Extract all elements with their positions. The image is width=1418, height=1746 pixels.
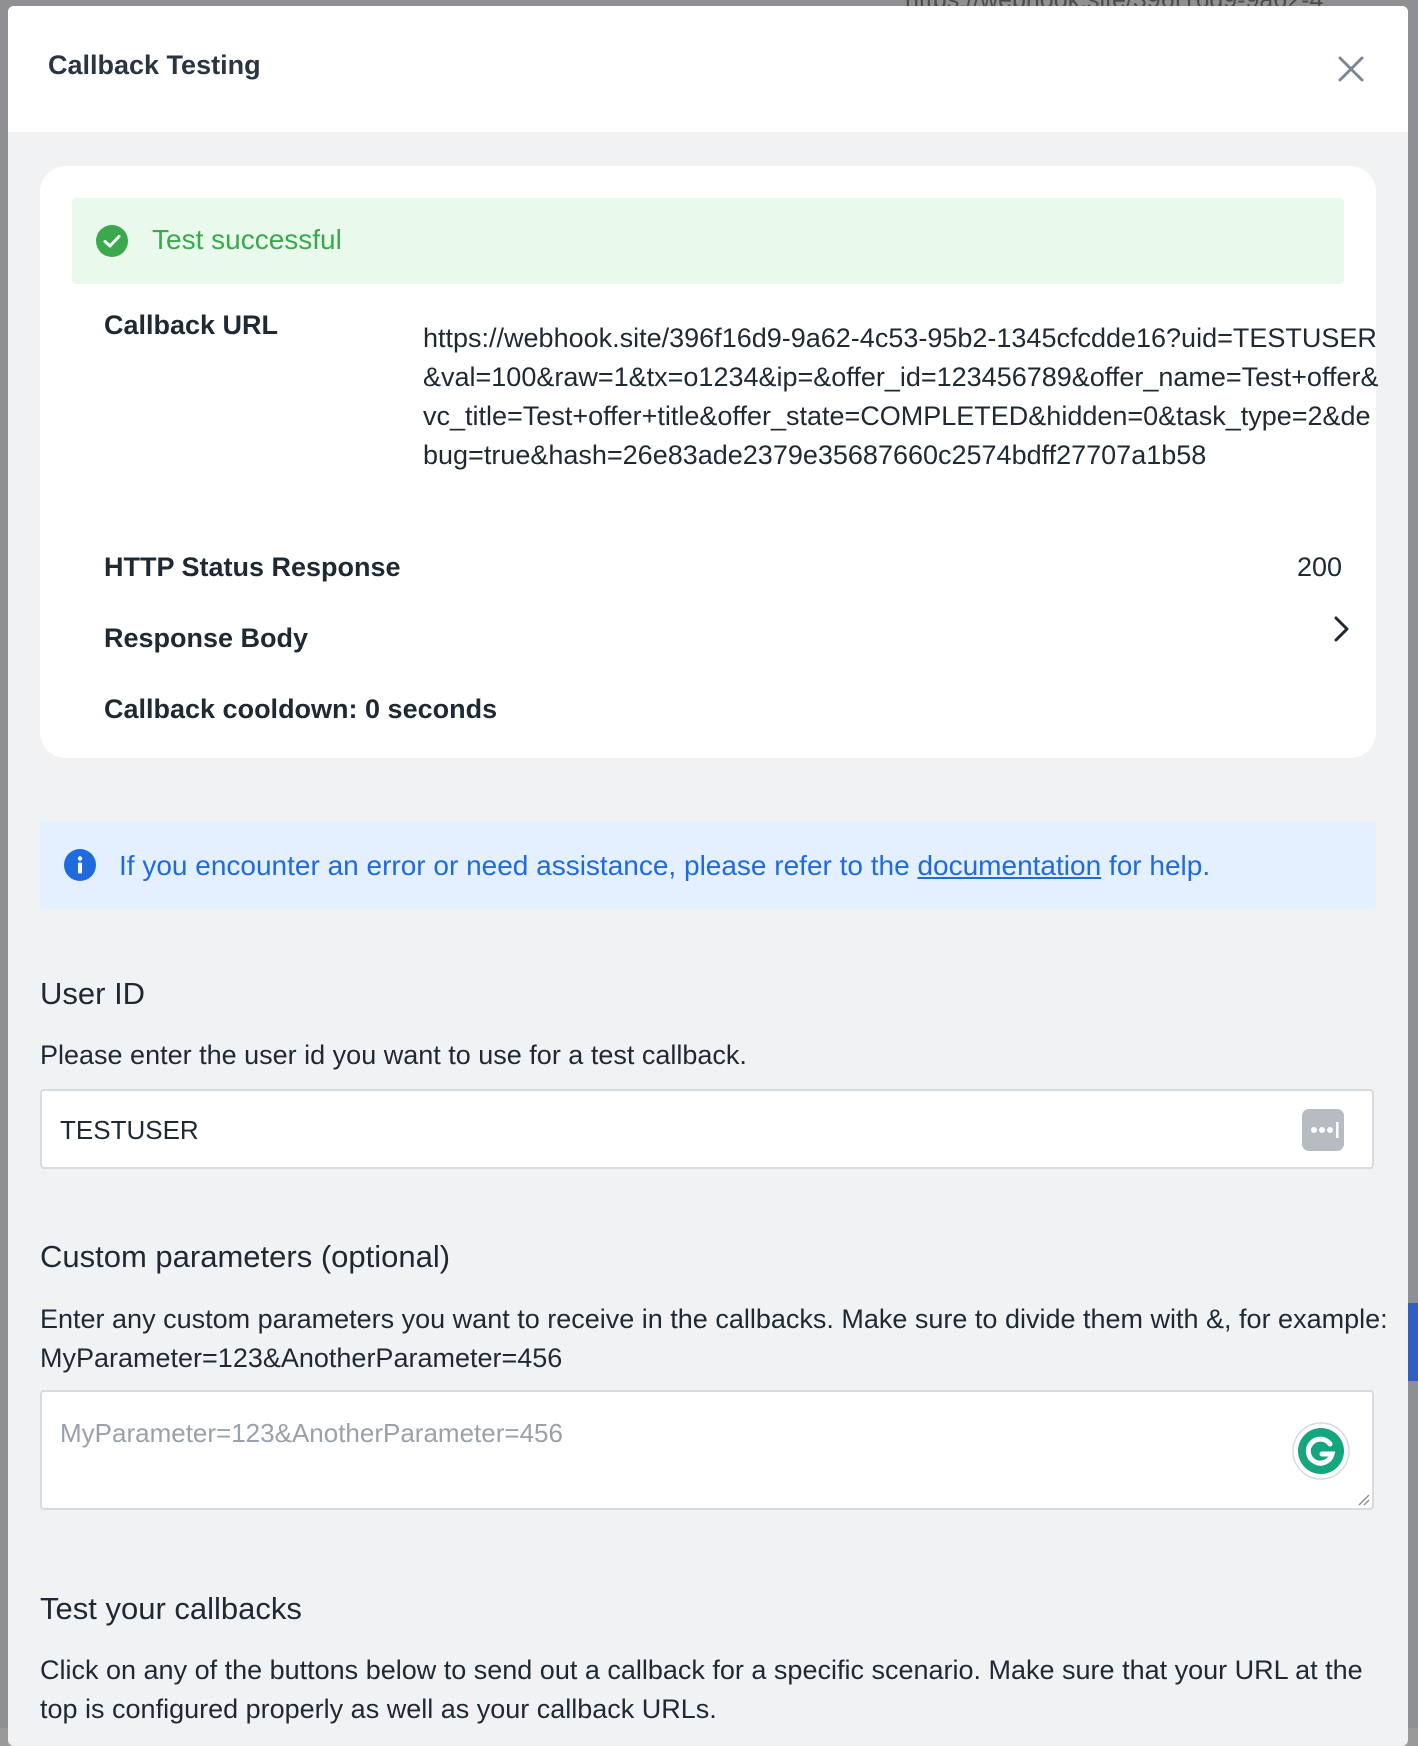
test-result-card: [40, 166, 1379, 758]
check-circle-icon: [96, 225, 128, 257]
chevron-right-icon[interactable]: [1330, 614, 1354, 644]
user-id-description: Please enter the user id you want to use for a test callback.: [40, 1040, 747, 1070]
http-status-value: 200: [1296, 552, 1342, 582]
custom-params-title: Custom parameters (optional): [40, 1239, 451, 1274]
custom-params-textarea[interactable]: [40, 1390, 1374, 1510]
grammarly-icon[interactable]: [1292, 1422, 1350, 1480]
success-message: Test successful: [152, 224, 342, 255]
user-id-input-value[interactable]: TESTUSER: [60, 1115, 199, 1145]
custom-params-description: Enter any custom parameters you want to receive in the callbacks. Make sure to divide them with &, for example: MyParameter=123&AnotherParameter=456: [40, 1304, 1388, 1373]
modal-header: [8, 6, 1408, 132]
info-banner: [40, 821, 1376, 909]
password-manager-icon[interactable]: [1302, 1109, 1344, 1151]
callback-cooldown: Callback cooldown: 0 seconds: [104, 694, 498, 724]
callback-testing-modal: [8, 6, 1408, 1746]
resize-handle-icon[interactable]: [1356, 1492, 1370, 1506]
http-status-label: HTTP Status Response: [104, 552, 401, 582]
info-text-before: If you encounter an error or need assistance, please refer to the: [119, 850, 918, 881]
close-icon: [1334, 52, 1368, 86]
test-callbacks-title: Test your callbacks: [40, 1591, 302, 1626]
user-id-title: User ID: [40, 976, 146, 1011]
response-body-label[interactable]: Response Body: [104, 623, 309, 653]
info-icon: [64, 849, 96, 881]
user-id-input[interactable]: [40, 1089, 1374, 1169]
info-message: [119, 850, 1210, 882]
custom-params-placeholder: MyParameter=123&AnotherParameter=456: [60, 1418, 563, 1448]
test-callbacks-description: Click on any of the buttons below to send out a callback for a specific scenario. Make sure that your URL at the top is configured properly as well as your callback URLs.: [40, 1655, 1363, 1724]
callback-url-label: Callback URL: [104, 310, 279, 340]
info-text-after: for help.: [1101, 850, 1211, 881]
documentation-link[interactable]: documentation: [917, 850, 1102, 881]
modal-title: Callback Testing: [48, 50, 261, 80]
close-button[interactable]: [1334, 52, 1368, 86]
success-banner: [72, 198, 1344, 284]
dots-icon: [1302, 1109, 1344, 1151]
callback-url-value: https://webhook.site/396f16d9-9a62-4c53-95b2-1345cfcdde16?uid=TESTUSER&val=100&raw=1&tx=o1234&ip=&offer_id=123456789&offer_name=Test+offer&vc_title=Test+offer+title&offer_state=COMPLETED&hidden=0&task_type=2&debug=true&hash=26e83ade2379e35687660c2574bdff27707a1b58: [423, 323, 1379, 470]
